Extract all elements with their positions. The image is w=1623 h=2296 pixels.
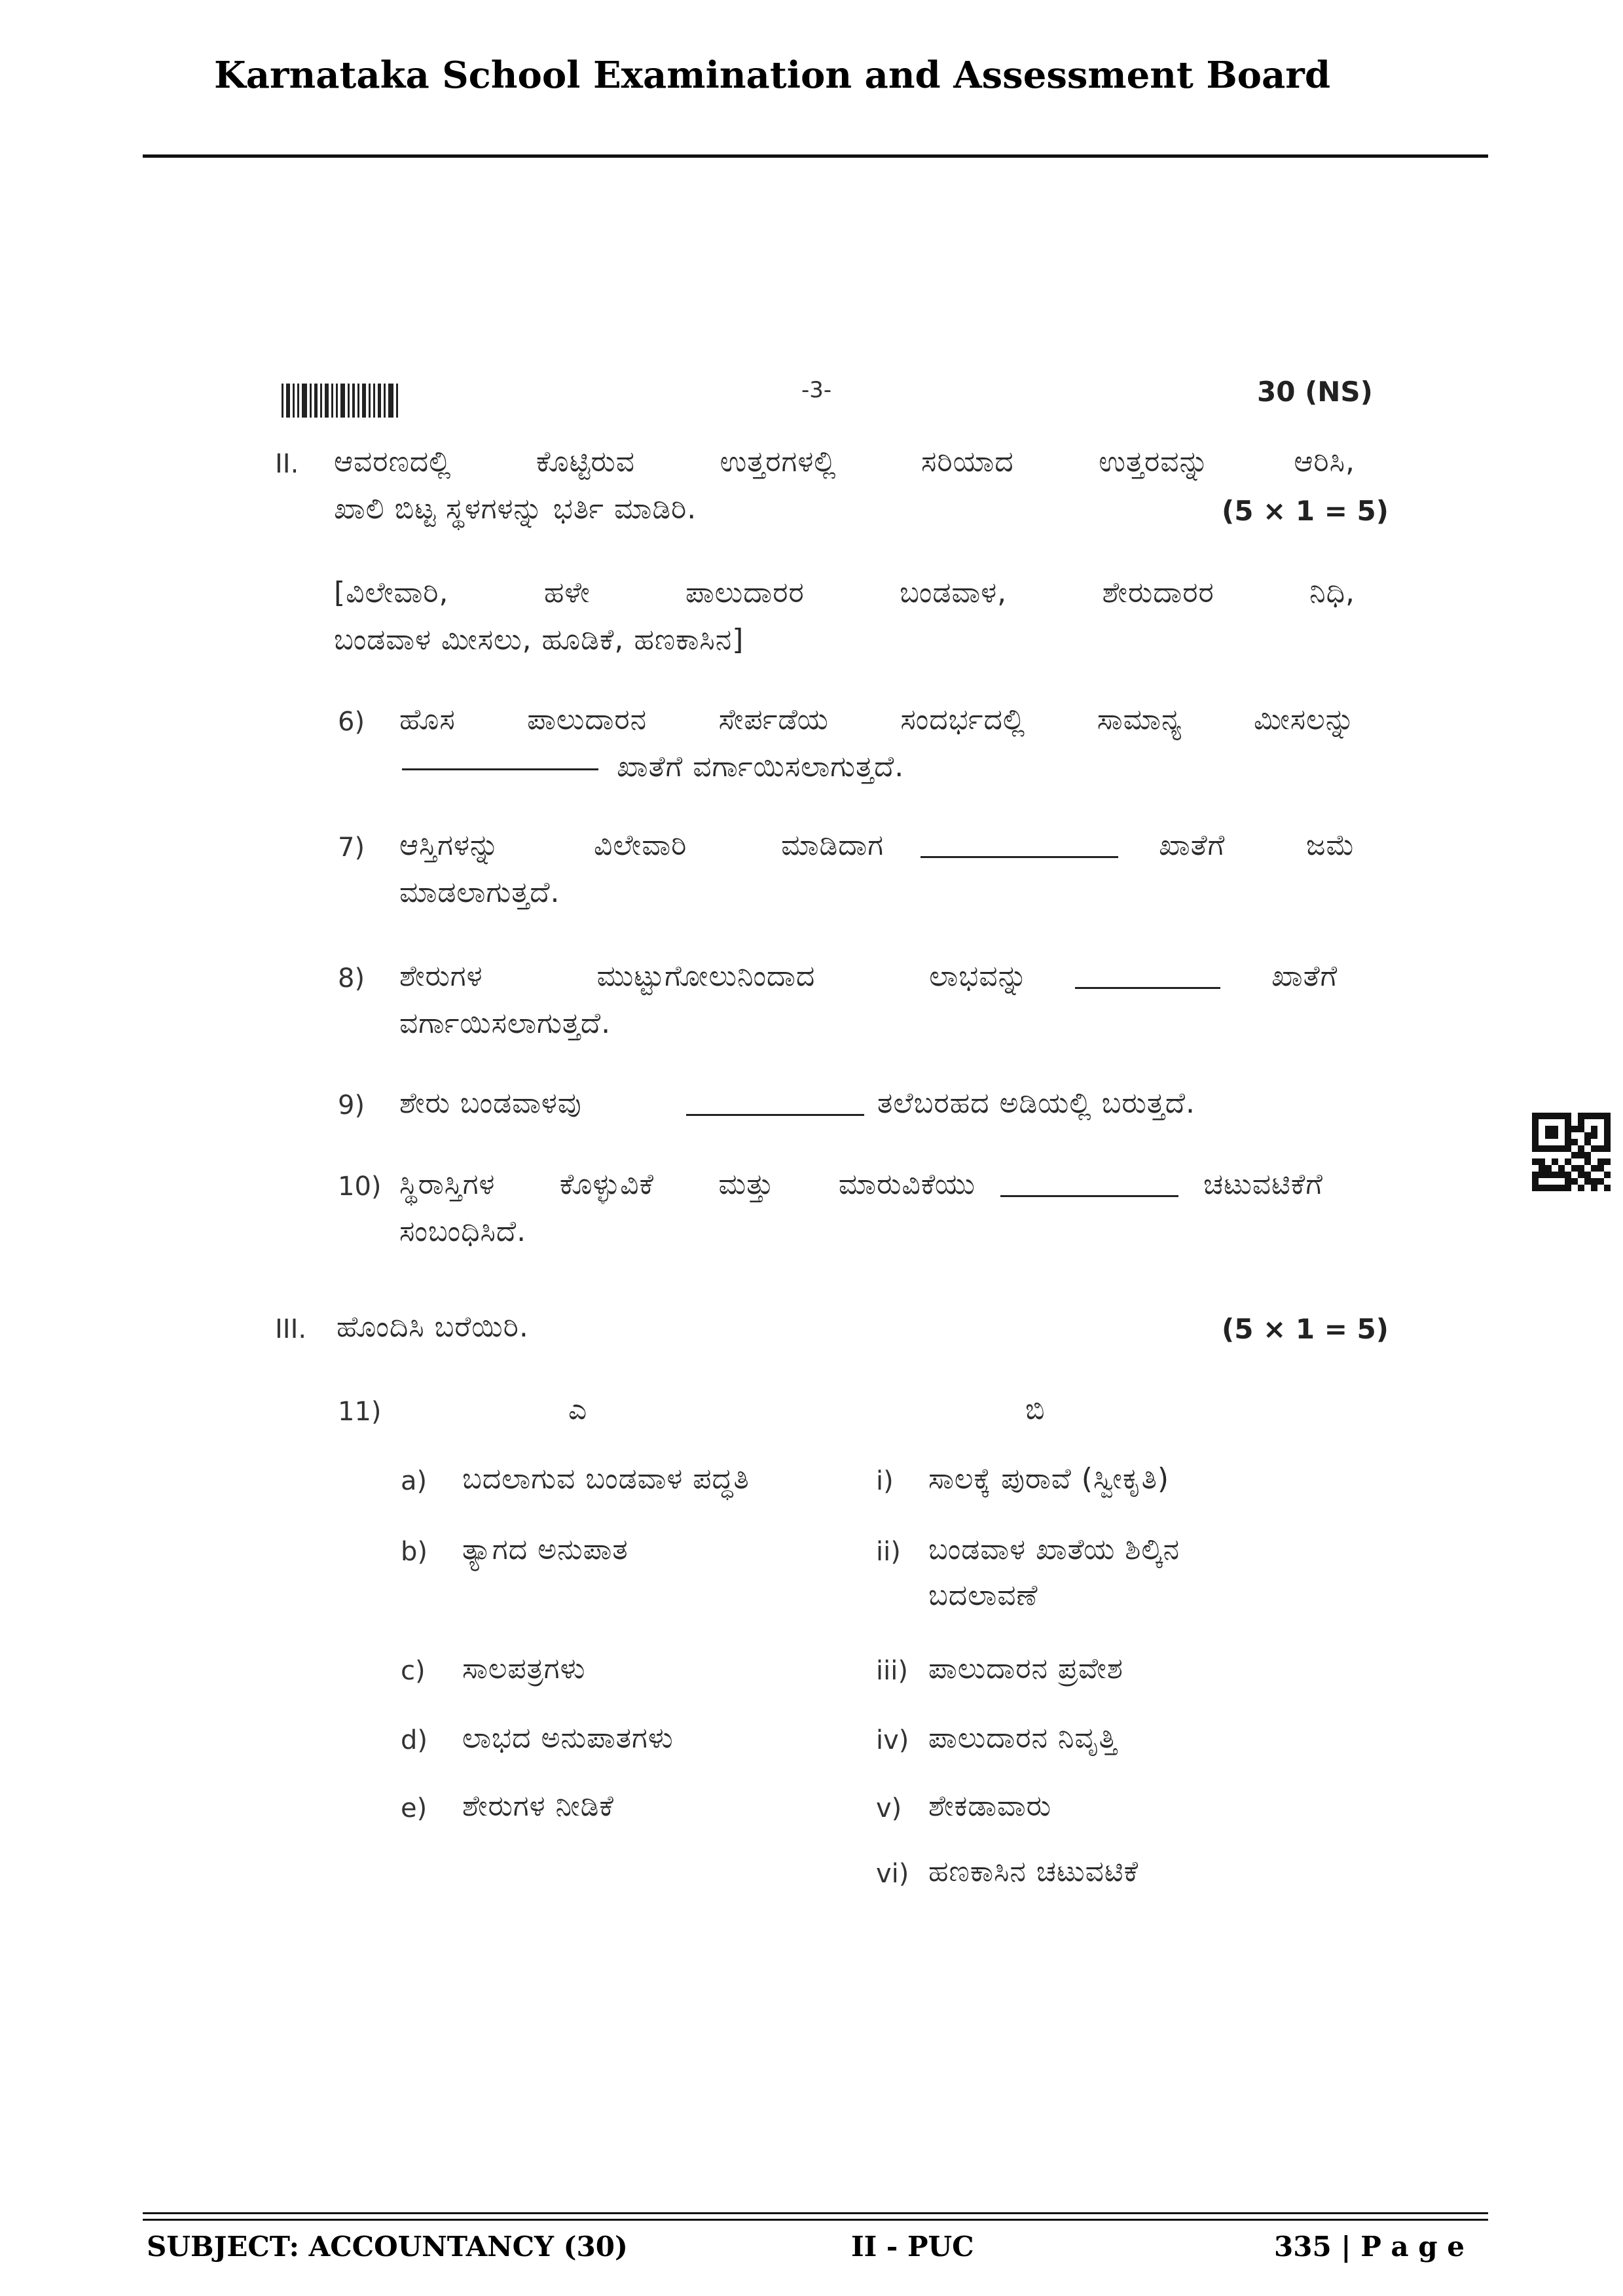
qr-code-image (1532, 1113, 1611, 1191)
qr-cell (1591, 1132, 1597, 1139)
section3-marks: (5 × 1 = 5) (1222, 1313, 1389, 1345)
qr-cell (1578, 1172, 1584, 1178)
qr-cell (1565, 1139, 1571, 1145)
match-b-item: ಪಾಲುದಾರನ ಪ್ರವೇಶ (928, 1652, 1123, 1685)
footer-class: II - PUC (851, 2231, 974, 2263)
qr-cell (1552, 1158, 1558, 1165)
qr-cell (1584, 1126, 1591, 1132)
question-10-line1b: ಚಟುವಟಿಕೆಗೆ (1203, 1168, 1323, 1201)
barcode-bar (286, 384, 290, 418)
qr-cell (1571, 1152, 1578, 1158)
qr-cell (1558, 1145, 1565, 1152)
qr-cell (1552, 1185, 1558, 1191)
question-number: 10) (338, 1172, 382, 1202)
qr-cell (1545, 1152, 1552, 1158)
qr-cell (1604, 1139, 1611, 1145)
qr-cell (1591, 1145, 1597, 1152)
qr-cell (1578, 1158, 1584, 1165)
answer-blank[interactable] (686, 1105, 864, 1117)
qr-cell (1578, 1145, 1584, 1152)
question-8-line1a: ಶೇರುಗಳ ಮುಟ್ಟುಗೋಲುನಿಂದಾದ ಲಾಭವನ್ನು (399, 960, 1028, 993)
qr-cell (1545, 1172, 1552, 1178)
qr-cell (1532, 1119, 1539, 1126)
question-6-line1: ಹೊಸ ಪಾಲುದಾರನ ಸೇರ್ಪಡೆಯ ಸಂದರ್ಭದಲ್ಲಿ ಸಾಮಾನ್ಯ ಮೀಸಲನ್ನು (399, 703, 1355, 736)
barcode-image (282, 384, 453, 418)
barcode-bar (320, 384, 322, 418)
qr-cell (1532, 1172, 1539, 1178)
barcode-bar (302, 384, 307, 418)
qr-cell (1571, 1126, 1578, 1132)
barcode-bar (388, 384, 393, 418)
barcode-bar (352, 384, 355, 418)
section2-instruction-line1: ಆವರಣದಲ್ಲಿ ಕೊಟ್ಟಿರುವ ಉತ್ತರಗಳಲ್ಲಿ ಸರಿಯಾದ ಉತ್ತರವನ್ನು ಆರಿಸಿ, (334, 445, 1355, 478)
qr-cell (1558, 1178, 1565, 1185)
qr-cell (1591, 1152, 1597, 1158)
qr-cell (1552, 1152, 1558, 1158)
qr-cell (1591, 1165, 1597, 1172)
barcode-bar (282, 384, 283, 418)
qr-cell (1597, 1145, 1604, 1152)
qr-cell (1565, 1172, 1571, 1178)
qr-cell (1571, 1113, 1578, 1119)
section3-instruction: ಹೊಂದಿಸಿ ಬರೆಯಿರಿ. (337, 1310, 529, 1344)
question-7-line1a: ಆಸ್ತಿಗಳನ್ನು ವಿಲೇವಾರಿ ಮಾಡಿದಾಗ (399, 829, 884, 862)
qr-cell (1539, 1152, 1545, 1158)
options-line2: ಬಂಡವಾಳ ಮೀಸಲು, ಹೂಡಿಕೆ, ಹಣಕಾಸಿನ] (334, 623, 744, 656)
match-a-label: c) (401, 1656, 426, 1686)
barcode-bar (340, 384, 345, 418)
match-a-label: b) (401, 1537, 428, 1567)
qr-cell (1552, 1172, 1558, 1178)
options-line1: [ವಿಲೇವಾರಿ, ಹಳೇ ಪಾಲುದಾರರ ಬಂಡವಾಳ, ಶೇರುದಾರರ ನಿಧಿ, (334, 576, 1355, 609)
footer-subject: SUBJECT: ACCOUNTANCY (30) (147, 2231, 628, 2263)
match-b-label: v) (876, 1793, 902, 1823)
barcode-bar (314, 384, 318, 418)
qr-cell (1591, 1185, 1597, 1191)
qr-cell (1597, 1178, 1604, 1185)
match-a-item: ಲಾಭದ ಅನುಪಾತಗಳು (462, 1721, 674, 1755)
qr-cell (1565, 1165, 1571, 1172)
qr-cell (1545, 1126, 1552, 1132)
qr-cell (1584, 1139, 1591, 1145)
qr-cell (1539, 1158, 1545, 1165)
barcode-bar (373, 384, 375, 418)
qr-cell (1558, 1113, 1565, 1119)
match-b-item: ಸಾಲಕ್ಕೆ ಪುರಾವೆ (ಸ್ವೀಕೃತಿ) (928, 1462, 1170, 1496)
match-b-item: ಹಣಕಾಸಿನ ಚಟುವಟಿಕೆ (928, 1855, 1139, 1888)
qr-cell (1558, 1139, 1565, 1145)
qr-cell (1604, 1158, 1611, 1165)
qr-cell (1597, 1152, 1604, 1158)
match-b-item: ಬಂಡವಾಳ ಖಾತೆಯ ಶಿಲ್ಕಿನ (928, 1533, 1180, 1566)
section2-instruction-line2: ಖಾಲಿ ಬಿಟ್ಟ ಸ್ಥಳಗಳನ್ನು ಭರ್ತಿ ಮಾಡಿರಿ. (334, 492, 697, 526)
match-b-label: ii) (876, 1537, 901, 1567)
qr-cell (1584, 1172, 1591, 1178)
match-a-item: ಶೇರುಗಳ ನೀಡಿಕೆ (462, 1789, 614, 1823)
qr-cell (1578, 1178, 1584, 1185)
qr-cell (1604, 1172, 1611, 1178)
footer-page-number: 335 | P a g e (1274, 2231, 1465, 2263)
barcode-bar (325, 384, 329, 418)
qr-cell (1604, 1152, 1611, 1158)
qr-cell (1558, 1126, 1565, 1132)
match-a-item: ಬದಲಾಗುವ ಬಂಡವಾಳ ಪದ್ಧತಿ (462, 1462, 750, 1496)
qr-cell (1591, 1178, 1597, 1185)
header-divider (143, 154, 1488, 158)
qr-cell (1571, 1165, 1578, 1172)
qr-cell (1552, 1145, 1558, 1152)
qr-cell (1539, 1172, 1545, 1178)
qr-cell (1584, 1178, 1591, 1185)
match-a-label: e) (401, 1793, 428, 1823)
qr-cell (1604, 1185, 1611, 1191)
qr-cell (1597, 1119, 1604, 1126)
qr-cell (1532, 1145, 1539, 1152)
question-8-line2: ವರ್ಗಾಯಿಸಲಾಗುತ್ತದೆ. (399, 1007, 611, 1040)
qr-cell (1552, 1132, 1558, 1139)
footer-divider (143, 2212, 1488, 2214)
match-a-label: d) (401, 1725, 428, 1755)
qr-cell (1565, 1158, 1571, 1165)
question-number: 11) (338, 1397, 382, 1427)
qr-cell (1558, 1119, 1565, 1126)
question-6-line2: ಖಾತೆಗೆ ವರ್ಗಾಯಿಸಲಾಗುತ್ತದೆ. (617, 750, 905, 783)
qr-cell (1578, 1126, 1584, 1132)
barcode-bar (378, 384, 381, 418)
qr-cell (1571, 1145, 1578, 1152)
match-a-label: a) (401, 1466, 428, 1496)
qr-cell (1597, 1132, 1604, 1139)
barcode-bar (396, 384, 398, 418)
qr-cell (1552, 1119, 1558, 1126)
match-b-label: i) (876, 1466, 894, 1496)
question-number: 6) (338, 707, 365, 737)
qr-cell (1539, 1185, 1545, 1191)
qr-cell (1558, 1158, 1565, 1165)
qr-cell (1532, 1158, 1539, 1165)
qr-cell (1565, 1185, 1571, 1191)
barcode-bar (293, 384, 295, 418)
qr-cell (1578, 1139, 1584, 1145)
qr-cell (1532, 1126, 1539, 1132)
qr-cell (1545, 1158, 1552, 1165)
qr-cell (1604, 1132, 1611, 1139)
qr-cell (1552, 1165, 1558, 1172)
qr-cell (1597, 1185, 1604, 1191)
qr-cell (1539, 1178, 1545, 1185)
qr-cell (1584, 1158, 1591, 1165)
qr-cell (1571, 1185, 1578, 1191)
qr-cell (1578, 1185, 1584, 1191)
page-marker: -3- (801, 377, 832, 403)
match-b-label: iv) (876, 1725, 909, 1755)
qr-cell (1545, 1132, 1552, 1139)
barcode-bar (336, 384, 338, 418)
qr-cell (1584, 1113, 1591, 1119)
qr-cell (1558, 1185, 1565, 1191)
qr-cell (1545, 1113, 1552, 1119)
qr-cell (1539, 1132, 1545, 1139)
qr-cell (1552, 1139, 1558, 1145)
qr-cell (1565, 1178, 1571, 1185)
board-title: Karnataka School Examination and Assessment Board (214, 54, 1330, 97)
qr-cell (1539, 1119, 1545, 1126)
question-8-line1b: ಖಾತೆಗೆ (1271, 960, 1338, 993)
qr-cell (1571, 1139, 1578, 1145)
qr-cell (1591, 1113, 1597, 1119)
qr-cell (1584, 1152, 1591, 1158)
qr-cell (1571, 1178, 1578, 1185)
section-number: II. (275, 449, 299, 479)
qr-cell (1545, 1119, 1552, 1126)
barcode-bar (310, 384, 312, 418)
qr-cell (1545, 1145, 1552, 1152)
answer-blank[interactable] (402, 759, 598, 772)
question-number: 7) (338, 833, 365, 863)
match-b-item-continued: ಬದಲಾವಣೆ (928, 1579, 1038, 1612)
column-b-heading: ಬಿ (1025, 1393, 1046, 1426)
qr-cell (1558, 1132, 1565, 1139)
qr-cell (1604, 1145, 1611, 1152)
question-number: 8) (338, 963, 365, 994)
barcode-bar (369, 384, 371, 418)
qr-cell (1597, 1113, 1604, 1119)
qr-cell (1584, 1132, 1591, 1139)
section2-marks: (5 × 1 = 5) (1222, 495, 1389, 527)
qr-cell (1584, 1165, 1591, 1172)
qr-cell (1597, 1172, 1604, 1178)
qr-cell (1571, 1132, 1578, 1139)
answer-blank[interactable] (921, 847, 1118, 859)
qr-cell (1545, 1178, 1552, 1185)
barcode-bar (357, 384, 359, 418)
question-9-line1b: ತಲೆಬರಹದ ಅಡಿಯಲ್ಲಿ ಬರುತ್ತದೆ. (877, 1086, 1195, 1120)
qr-cell (1565, 1119, 1571, 1126)
qr-cell (1558, 1172, 1565, 1178)
qr-cell (1591, 1119, 1597, 1126)
qr-cell (1565, 1152, 1571, 1158)
column-a-heading: ಎ (568, 1393, 588, 1426)
qr-cell (1539, 1139, 1545, 1145)
qr-cell (1584, 1145, 1591, 1152)
qr-cell (1604, 1113, 1611, 1119)
match-a-item: ಸಾಲಪತ್ರಗಳು (462, 1652, 586, 1685)
question-10-line2: ಸಂಬಂಧಿಸಿದೆ. (399, 1215, 527, 1248)
qr-cell (1539, 1126, 1545, 1132)
question-9-line1a: ಶೇರು ಬಂಡವಾಳವು (399, 1086, 582, 1120)
answer-blank[interactable] (1000, 1186, 1178, 1198)
question-number: 9) (338, 1090, 365, 1121)
qr-cell (1552, 1113, 1558, 1119)
qr-cell (1571, 1172, 1578, 1178)
qr-cell (1597, 1126, 1604, 1132)
qr-cell (1604, 1119, 1611, 1126)
qr-cell (1604, 1178, 1611, 1185)
qr-cell (1539, 1165, 1545, 1172)
qr-cell (1532, 1132, 1539, 1139)
question-7-line1b: ಖಾತೆಗೆ ಜಮೆ (1159, 829, 1355, 862)
barcode-bar (331, 384, 333, 418)
qr-cell (1532, 1152, 1539, 1158)
match-b-label: vi) (876, 1859, 909, 1889)
qr-cell (1558, 1165, 1565, 1172)
qr-cell (1591, 1172, 1597, 1178)
answer-blank[interactable] (1075, 978, 1220, 990)
qr-cell (1571, 1119, 1578, 1126)
qr-cell (1539, 1145, 1545, 1152)
qr-cell (1578, 1132, 1584, 1139)
question-7-line2: ಮಾಡಲಾಗುತ್ತದೆ. (399, 876, 560, 909)
qr-cell (1545, 1165, 1552, 1172)
paper-code: 30 (NS) (1257, 376, 1373, 408)
qr-cell (1578, 1165, 1584, 1172)
qr-cell (1578, 1152, 1584, 1158)
question-10-line1a: ಸ್ಥಿರಾಸ್ತಿಗಳ ಕೊಳ್ಳುವಿಕೆ ಮತ್ತು ಮಾರುವಿಕೆಯು (399, 1168, 976, 1201)
qr-cell (1532, 1113, 1539, 1119)
qr-cell (1578, 1119, 1584, 1126)
match-b-label: iii) (876, 1656, 908, 1686)
barcode-bar (348, 384, 350, 418)
qr-cell (1591, 1139, 1597, 1145)
qr-cell (1565, 1145, 1571, 1152)
qr-cell (1545, 1139, 1552, 1145)
barcode-bar (384, 384, 386, 418)
qr-cell (1565, 1132, 1571, 1139)
qr-cell (1597, 1158, 1604, 1165)
qr-cell (1584, 1119, 1591, 1126)
qr-cell (1532, 1178, 1539, 1185)
qr-cell (1545, 1185, 1552, 1191)
section-number: III. (275, 1314, 307, 1344)
match-b-item: ಪಾಲುದಾರನ ನಿವೃತ್ತಿ (928, 1721, 1118, 1755)
qr-cell (1591, 1126, 1597, 1132)
footer-divider (143, 2219, 1488, 2221)
qr-cell (1532, 1185, 1539, 1191)
qr-cell (1532, 1165, 1539, 1172)
qr-cell (1597, 1165, 1604, 1172)
match-a-item: ತ್ಯಾಗದ ಅನುಪಾತ (462, 1533, 629, 1566)
qr-cell (1558, 1152, 1565, 1158)
barcode-bar (362, 384, 366, 418)
qr-cell (1591, 1158, 1597, 1165)
qr-cell (1552, 1126, 1558, 1132)
qr-cell (1571, 1158, 1578, 1165)
barcode-bar (297, 384, 299, 418)
match-b-item: ಶೇಕಡಾವಾರು (928, 1789, 1051, 1823)
qr-cell (1604, 1126, 1611, 1132)
qr-cell (1604, 1165, 1611, 1172)
qr-cell (1597, 1139, 1604, 1145)
qr-cell (1539, 1113, 1545, 1119)
qr-cell (1578, 1113, 1584, 1119)
qr-cell (1565, 1113, 1571, 1119)
qr-cell (1565, 1126, 1571, 1132)
qr-cell (1532, 1139, 1539, 1145)
qr-cell (1584, 1185, 1591, 1191)
qr-cell (1552, 1178, 1558, 1185)
